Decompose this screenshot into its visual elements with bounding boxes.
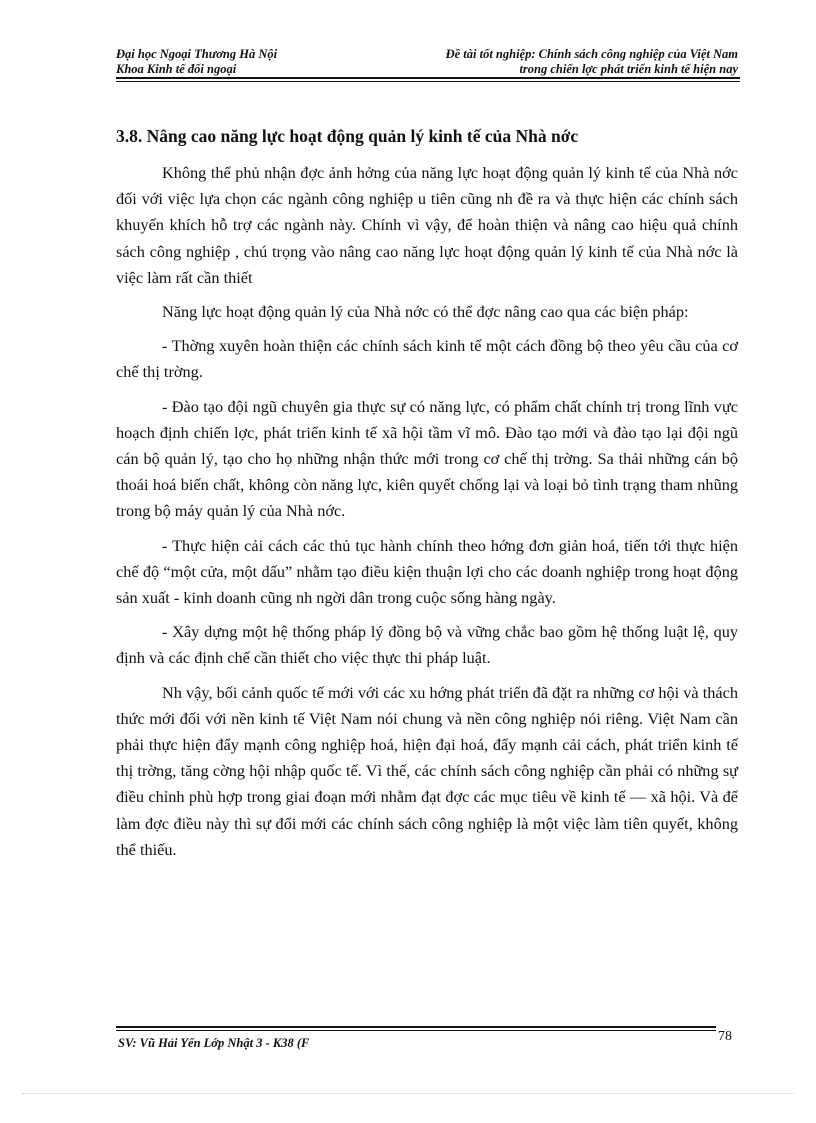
paragraph: - Thực hiện cải cách các thủ tục hành chính theo hớng đơn giản hoá, tiến tới thực hiện chế độ “một cửa, một dấu” nhằm tạo điều kiện thuận lợi cho các doanh nghiệp trong hoạt động sản xuất - kinh doanh cũng nh ngời dân trong cuộc sống hàng ngày. bbox=[116, 535, 738, 608]
footer-rule-thin bbox=[116, 1030, 716, 1031]
paragraph: Năng lực hoạt động quản lý của Nhà nớc có thể đợc nâng cao qua các biện pháp: bbox=[162, 302, 689, 322]
header-rule-thick bbox=[116, 77, 740, 79]
paragraph: Không thể phủ nhận đợc ảnh hởng của năng lực hoạt động quản lý kinh tế của Nhà nớc đối với việc lựa chọn các ngành công nghiệp u tiên cũng nh đề ra và thực hiện các chính sách khuyến khích hỗ trợ các ngành này. Chính vì vậy, để hoàn thiện và nâng cao hiệu quả chính sách công nghiệp , chú trọng vào nâng cao năng lực hoạt động quản lý kinh tế của Nhà nớc là việc làm rất cần thiết bbox=[116, 163, 738, 287]
paragraph: Nh vậy, bối cảnh quốc tế mới với các xu hớng phát triển đã đặt ra những cơ hội và thách thức mới đối với nền kinh tế Việt Nam nói chung và nền công nghiệp nói riêng. Việt Nam cần phải thực hiện đẩy mạnh công nghiệp hoá, hiện đại hoá, đẩy mạnh cải cách, phát triển kinh tế thị trờng, tăng cờng hội nhập quốc tế. Vì thế, các chính sách công nghiệp cần phải có những sự điều chỉnh phù hợp trong giai đoạn mới nhằm đạt đợc các mục tiêu về kinh tế — xã hội. Và để làm đợc điều này thì sự đổi mới các chính sách công nghiệp là một việc làm tiên quyết, không thể thiếu. bbox=[116, 682, 738, 859]
header-thesis-title-1: Đề tài tốt nghiệp: Chính sách công nghiệp của Việt Nam bbox=[445, 47, 738, 61]
paragraph: - Thờng xuyên hoàn thiện các chính sách kinh tế một cách đồng bộ theo yêu cầu của cơ chế thị trờng. bbox=[116, 336, 738, 382]
header-rule-thin bbox=[116, 81, 740, 82]
footer-rule-thick bbox=[116, 1026, 716, 1028]
header-university: Đại học Ngoại Thương Hà Nội bbox=[116, 47, 278, 61]
footer-author: SV: Vũ Hải Yến Lớp Nhật 3 - K38 (F bbox=[118, 1036, 310, 1050]
paragraph: - Đào tạo đội ngũ chuyên gia thực sự có năng lực, có phẩm chất chính trị trong lĩnh vực hoạch định chiến lợc, phát triển kinh tế xã hội tầm vĩ mô. Đào tạo mới và đào tạo lại đội ngũ cán bộ quản lý, tạo cho họ những nhận thức mới trong cơ chế thị trờng. Sa thải những cán bộ thoái hoá biến chất, không còn năng lực, kiên quyết chống lại và loại bỏ tình trạng tham nhũng trong bộ máy quản lý của Nhà nớc. bbox=[116, 396, 738, 521]
header-thesis-title-2: trong chiến lợc phát triển kinh tế hiện nay bbox=[519, 62, 738, 76]
header-faculty: Khoa Kinh tế đối ngoại bbox=[116, 62, 237, 76]
section-title: 3.8. Nâng cao năng lực hoạt động quản lý kinh tế của Nhà nớc bbox=[116, 126, 579, 146]
page-bottom-divider bbox=[22, 1093, 794, 1094]
body-text bbox=[116, 160, 738, 871]
paragraph: - Xây dựng một hệ thống pháp lý đồng bộ và vững chắc bao gồm hệ thống luật lệ, quy định và các định chế cần thiết cho việc thực thi pháp luật. bbox=[116, 622, 738, 668]
header-right bbox=[446, 47, 738, 77]
header-left bbox=[116, 47, 277, 77]
page-number: 78 bbox=[718, 1029, 732, 1044]
